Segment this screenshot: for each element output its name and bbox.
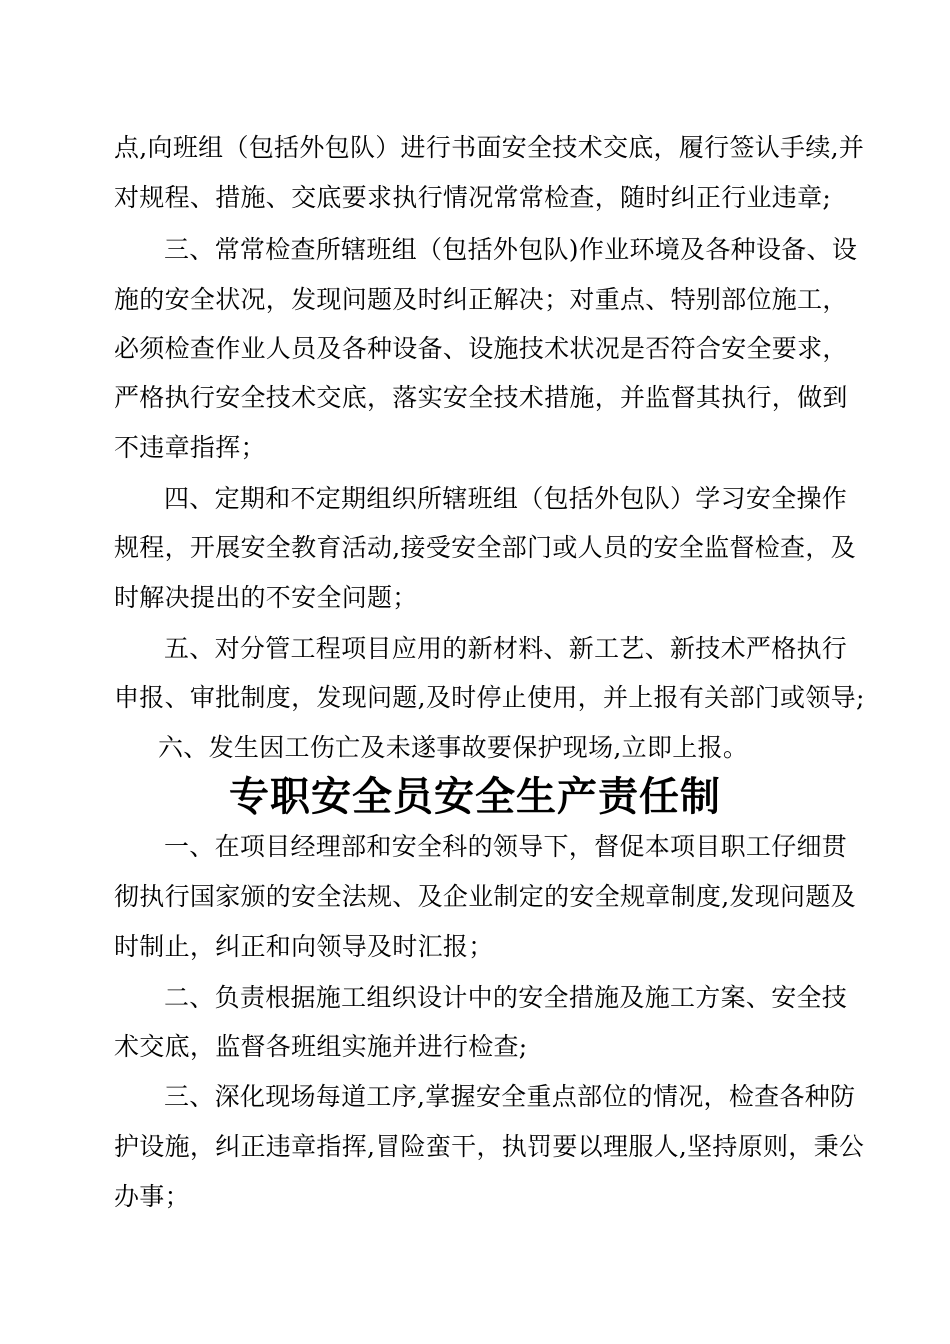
paragraph-line: 四、定期和不定期组织所辖班组（包括外包队）学习安全操作 <box>164 484 848 513</box>
paragraph-line: 对规程、措施、交底要求执行情况常常检查，随时纠正行业违章; <box>114 183 832 212</box>
paragraph-line: 规程，开展安全教育活动,接受安全部门或人员的安全监督检查，及 <box>114 533 856 562</box>
paragraph-line: 一、在项目经理部和安全科的领导下，督促本项目职工仔细贯 <box>164 832 848 861</box>
paragraph-line: 术交底，监督各班组实施并进行检查; <box>114 1032 528 1061</box>
paragraph-line: 五、对分管工程项目应用的新材料、新工艺、新技术严格执行 <box>164 634 848 663</box>
paragraph-line: 时解决提出的不安全问题； <box>114 583 418 612</box>
paragraph-line: 必须检查作业人员及各种设备、设施技术状况是否符合安全要求， <box>114 334 848 363</box>
paragraph-line: 严格执行安全技术交底，落实安全技术措施，并监督其执行，做到 <box>114 383 848 412</box>
paragraph-line: 办事； <box>114 1182 190 1211</box>
paragraph-line: 彻执行国家颁的安全法规、及企业制定的安全规章制度,发现问题及 <box>114 882 856 911</box>
paragraph-line: 不违章指挥； <box>114 433 266 462</box>
paragraph-line: 时制止，纠正和向领导及时汇报； <box>114 932 494 961</box>
paragraph-line: 护设施，纠正违章指挥,冒险蛮干，执罚要以理服人,坚持原则，秉公 <box>114 1132 865 1161</box>
paragraph-line: 点,向班组（包括外包队）进行书面安全技术交底，履行签认手续,并 <box>114 133 865 162</box>
paragraph-line: 六、发生因工伤亡及未遂事故要保护现场,立即上报。 <box>158 733 749 762</box>
paragraph-line: 二、负责根据施工组织设计中的安全措施及施工方案、安全技 <box>164 983 848 1012</box>
paragraph-line: 申报、审批制度，发现问题,及时停止使用，并上报有关部门或领导; <box>114 683 865 712</box>
section-title: 专职安全员安全生产责任制 <box>229 774 721 820</box>
paragraph-line: 三、深化现场每道工序,掌握安全重点部位的情况，检查各种防 <box>164 1082 856 1111</box>
paragraph-line: 三、常常检查所辖班组（包括外包队)作业环境及各种设备、设 <box>164 235 858 264</box>
paragraph-line: 施的安全状况，发现问题及时纠正解决；对重点、特别部位施工， <box>114 285 848 314</box>
